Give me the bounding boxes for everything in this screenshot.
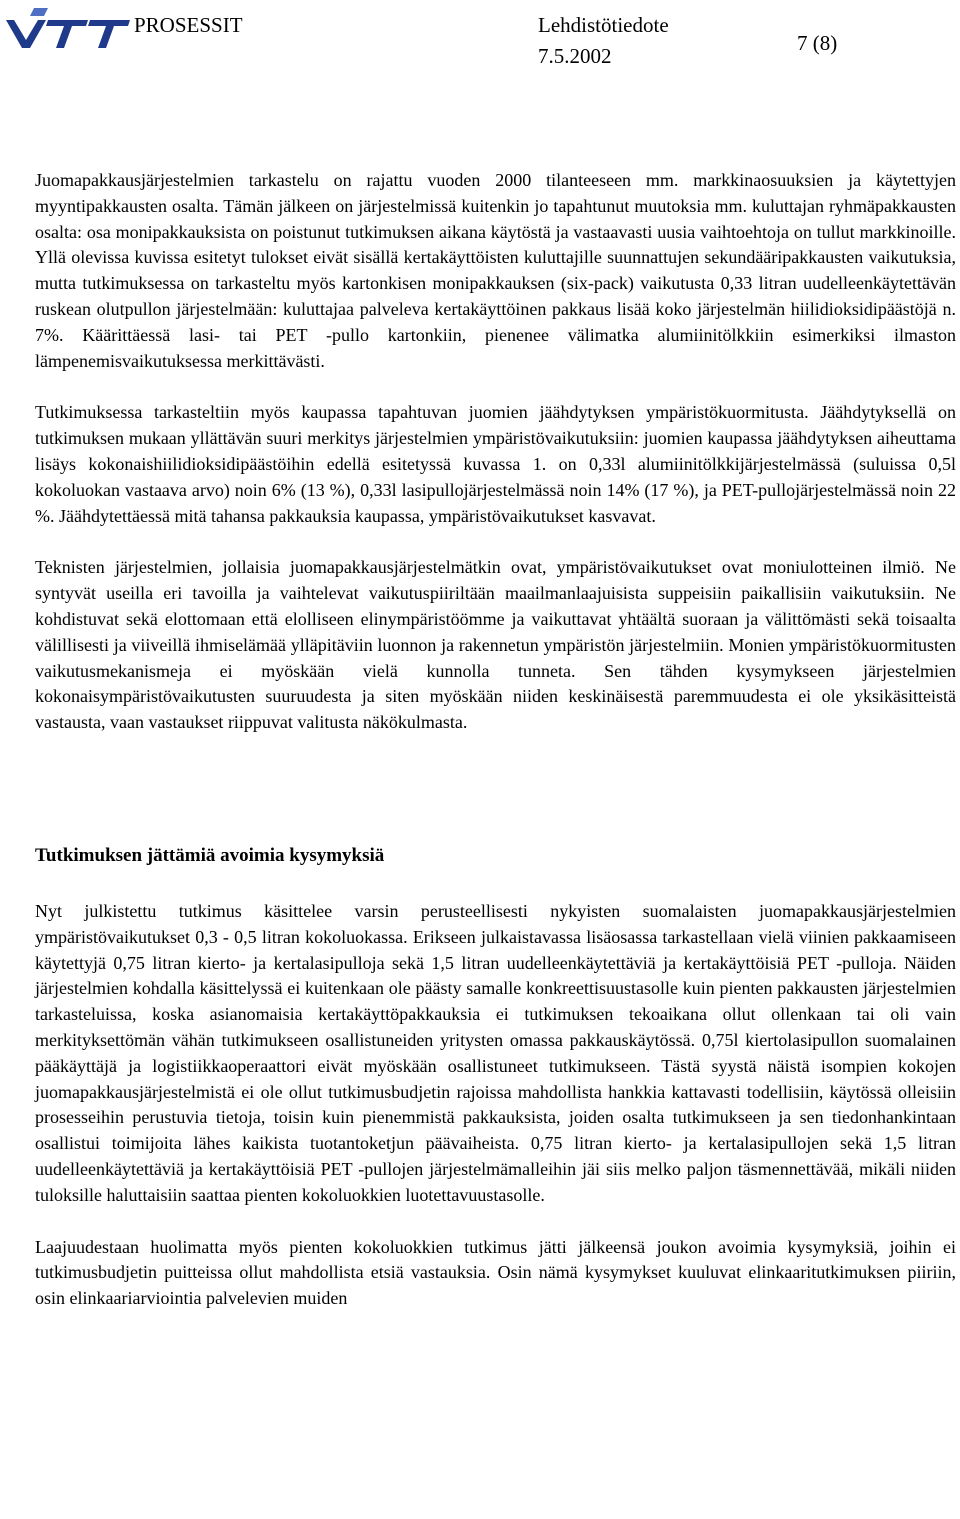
- document-title: PROSESSIT: [134, 13, 243, 37]
- document-type: Lehdistötiedote: [538, 13, 669, 37]
- paragraph-open-questions: Nyt julkistettu tutkimus käsittelee varsin perusteellisesti nykyisten suomalaisten juomapakkausjärjestelmien ympäristövaikutukset 0,3 - 0,5 litran kokoluokassa. Erikseen julkaistavassa lisäosassa tarkastellaan vielä viinien pakkaamiseen käytettyjä 0,75 litran kierto- ja kertalasipulloja sekä 1,5 litran uudelleenkäytettäviä ja kertakäyttöisiä PET -pulloja. Näiden järjestelmien kohdalla käsittelyssä ei kuitenkaan ole päästy samalle konkreettisuustasolle kuin pienten pakkausten järjestelmien tarkasteluissa, koska asianomaisia kertakäyttöpakkauksia ei tutkimuksen tekoaikana ollut ollenkaan tai oli vain merkityksettömän vähän tutkimukseen osallistuneiden yritysten omassa pakkauskäytössä. 0,75l kiertolasipullon suomalainen pääkäyttäjä ja logistiikkaoperaattori eivät myöskään osallistuneet tutkimukseen. Tästä syystä näistä isompien kokojen juomapakkausjärjestelmistä ei ole ollut tutkimusbudjetin rajoissa mahdollista hankkia kattavasti todellisiin, käytössä olleisiin prosesseihin perustuvia tietoja, toisin kuin pienemmistä pakkauksista, joiden osalta tutkimukseen ja sen tiedonhankintaan osallistui toimijoita lähes kaikista tuotantoketjun päävaiheista. 0,75 litran kierto- ja kertalasipullojen sekä 1,5 litran uudelleenkäytettäviä ja kertakäyttöisiä PET -pullojen järjestelmämalleihin jäi siis melko paljon täsmennettävää, mikäli niiden tuloksille haluttaisiin saattaa pienten kokoluokkien luotettavuustasolle.: [35, 900, 956, 1205]
- document-date: 7.5.2002: [538, 44, 612, 68]
- paragraph-cooling: Tutkimuksessa tarkasteltiin myös kaupassa tapahtuvan juomien jäähdytyksen ympäristökuormitusta. Jäähdytyksellä on tutkimuksen mukaan yllättävän suuri merkitys järjestelmien ympäristövaikutuksiin: juomien kaupassa jäähdytyksen aiheuttama lisäys kokonaishiilidioksidipäästöihin edellä esitetyssä kuvassa 1. on 0,33l alumiinitölkkijärjestelmässä (suluissa 0,5l kokoluokan vastaava arvo) noin 6% (13 %), 0,33l lasipullojärjestelmässä noin 14% (17 %), ja PET-pullojärjestelmässä noin 22 %. Jäähdytettäessä mitä tahansa pakkauksia kaupassa, ympäristövaikutukset kasvavat.: [35, 402, 956, 526]
- paragraph-scope: Juomapakkausjärjestelmien tarkastelu on rajattu vuoden 2000 tilanteeseen mm. markkinaosuuksien ja käytettyjen myyntipakkausten osalta. Tämän jälkeen on järjestelmissä kuitenkin jo tapahtunut muutoksia mm. kuluttajan ryhmäpakkausten osalta: osa monipakkauksista on poistunut tutkimuksen aikana käytöstä ja vastaavasti uusia vaihtoehtoja on tullut markkinoille. Yllä olevissa kuvissa esitetyt tulokset eivät sisällä kertakäyttöisten kuluttajille suunnattujen sekundääripakkausten vaikutuksia, mutta tutkimuksessa on tarkasteltu myös kartonkisen monipakkauksen (six-pack) vaikutusta 0,33 litran uudelleenkäytettävän ruskean olutpullon järjestelmään: kuluttajaa palveleva kertakäyttöinen pakkaus lisää koko järjestelmän hiilidioksidipäästöjä n. 7%. Käärittäessä lasi- tai PET -pullo kartonkiin, pienenee välimatka alumiinitölkkiin esimerkiksi ilmaston lämpenemisvaikutuksessa merkittävästi.: [35, 170, 956, 371]
- paragraph-spacer: [35, 374, 956, 400]
- section-heading: Tutkimuksen jättämiä avoimia kysymyksiä: [35, 844, 385, 866]
- paragraph-spacer: [35, 529, 956, 555]
- page-header: [0, 0, 960, 80]
- section-spacer: [35, 736, 956, 843]
- paragraph-scope-remaining: Laajuudestaan huolimatta myös pienten kokoluokkien tutkimus jätti jälkeensä joukon avoimia kysymyksiä, joihin ei tutkimusbudjetin puitteissa ollut mahdollista etsiä vastauksia. Osin nämä kysymykset kuuluvat elinkaaritutkimuksen piiriin, osin elinkaariarviointia palvelevien muiden: [35, 1236, 956, 1309]
- document-body: [35, 168, 956, 1312]
- paragraph-spacer: [35, 869, 956, 899]
- paragraph-impacts: Teknisten järjestelmien, jollaisia juomapakkausjärjestelmätkin ovat, ympäristövaikutukset ovat moniulotteinen ilmiö. Ne syntyvät useilla eri tavoilla ja vaihtelevat vaikutuspiiriltään maailmanlaajuisista suppeisiin paikallisiin vaikutuksiin. Ne kohdistuvat sekä elottomaan että elolliseen elinympäristöömme ja vaikuttavat yhtäältä suoraan ja välittömästi sekä toisaalta välillisesti ja viiveillä ihmiselämää ylläpitäviin luonnon ja rakennetun ympäristön järjestelmiin. Monien ympäristökuormitusten vaikutusmekanismeja ei myöskään vielä kunnolla tunneta. Sen tähden kysymykseen järjestelmien kokonaisympäristövaikutusten suuruudesta ja siten myöskään niiden keskinäisestä paremmuudesta ei ole yksikäsitteistä vastausta, vaan vastaukset riippuvat valitusta näkökulmasta.: [35, 557, 956, 733]
- page-number: 7 (8): [797, 31, 838, 55]
- vtt-logo: [4, 6, 132, 52]
- paragraph-spacer: [35, 1209, 956, 1235]
